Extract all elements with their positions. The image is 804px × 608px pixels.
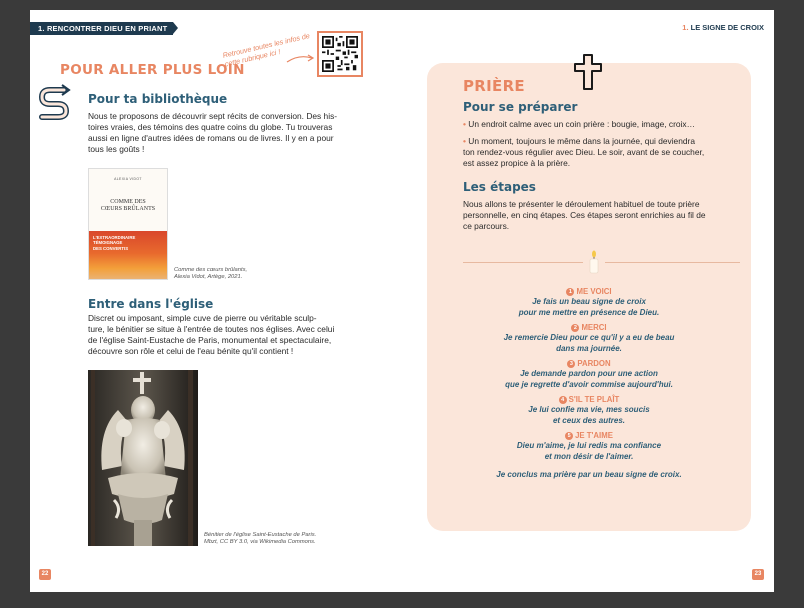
- chapter-tag-label: 1. RENCONTRER DIEU EN PRIANT: [38, 24, 168, 33]
- divider-right: [605, 262, 740, 263]
- prepare-heading: Pour se préparer: [463, 100, 578, 114]
- s-arrow-icon: [38, 84, 72, 122]
- library-text: Nous te proposons de découvrir sept récits de conversion. Des his- toires vraies, des témoins des quatre coins du globe. Tu trouveras aussi en ligne d'autres idées de romans ou de livres. Il y en a pour tous les goûts !: [88, 111, 338, 154]
- left-page: [30, 10, 405, 592]
- qr-arrow-icon: [285, 52, 315, 66]
- page-number-right: 23: [752, 569, 764, 580]
- qr-note: Retrouve toutes les infos de cette rubrique ici !: [221, 30, 311, 69]
- book-caption: Comme des cœurs brûlants, Alexia Vidot, Artège, 2021.: [174, 267, 248, 280]
- section-title: POUR ALLER PLUS LOIN: [60, 62, 245, 78]
- divider-left: [463, 262, 583, 263]
- qr-pattern: [322, 36, 358, 72]
- book-cover-image: ALEXIA VIDOT COMME DES CŒURS BRÛLANTS L'EXTRAORDINAIRE TÉMOIGNAGE DES CONVERTIS: [88, 168, 168, 280]
- card-title: PRIÈRE: [463, 77, 525, 95]
- church-text: Discret ou imposant, simple cuve de pierre ou véritable sculp- ture, le bénitier se situe à l'entrée de toutes nos églises. Avec celui de l'église Saint-Eustache de Paris, monumental et spectaculaire, découvre son rôle et celui de l'eau bénite qu'il contient !: [88, 313, 335, 356]
- library-heading: Pour ta bibliothèque: [88, 92, 228, 106]
- steps-heading: Les étapes: [463, 180, 536, 194]
- prepare-bullet-2: • Un moment, toujours le même dans la journée, qui deviendra ton rendez-vous régulier avec Dieu. Le soir, avant de se coucher, est assez propice à la prière.: [463, 136, 705, 168]
- step-4: 4 S'IL TE PLAÎT Je lui confie ma vie, mes soucis et ceux des autres.: [528, 395, 650, 425]
- candle-icon: [587, 250, 601, 274]
- step-5: 5 JE T'AIME Dieu m'aime, je lui redis ma confiance et mon désir de l'aimer.: [516, 431, 662, 461]
- prepare-bullet-1: • Un endroit calme avec un coin prière : bougie, image, croix…: [463, 119, 695, 129]
- step-1: 1 ME VOICI Je fais un beau signe de croix pour me mettre en présence de Dieu.: [518, 287, 660, 317]
- cross-icon: [573, 53, 603, 91]
- chapter-tag: [30, 22, 173, 35]
- closing-line: Je conclus ma prière par un beau signe de croix.: [496, 470, 682, 479]
- holy-water-font-photo: [88, 370, 198, 546]
- chapter-header-right: 1. LE SIGNE DE CROIX: [682, 23, 764, 32]
- prayer-card: [427, 63, 751, 531]
- church-caption: Bénitier de l'église Saint-Eustache de Paris. Mbzt, CC BY 3.0, via Wikimedia Commons.: [204, 532, 317, 545]
- prayer-steps: [427, 287, 751, 480]
- step-2: 2 MERCI Je remercie Dieu pour ce qu'il y a eu de beau dans ma journée.: [503, 323, 675, 353]
- church-heading: Entre dans l'église: [88, 297, 214, 311]
- steps-intro: Nous allons te présenter le déroulement habituel de toute prière personnelle, en cinq étapes. Ces étapes seront enrichies au fil de ce parcours.: [463, 199, 706, 231]
- qr-code-icon[interactable]: [317, 31, 363, 77]
- page-number-left: 22: [39, 569, 51, 580]
- step-3: 3 PARDON Je demande pardon pour une action que je regrette d'avoir commise aujourd'hui.: [505, 359, 673, 389]
- right-page: [405, 10, 774, 592]
